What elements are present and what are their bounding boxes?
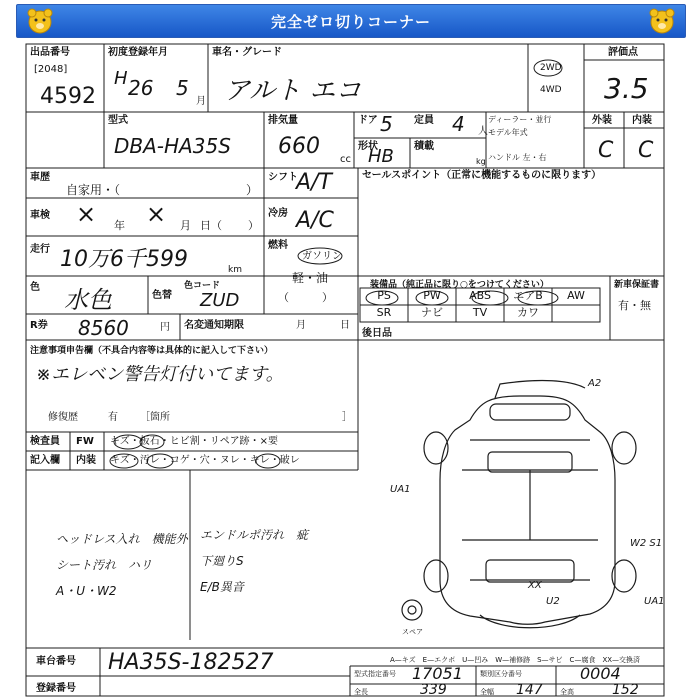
int-grade: C [638,138,654,163]
lot-label: 出品番号 [30,47,70,58]
model-name-label: 車名・グレード [212,47,282,58]
mileage-unit: km [228,265,242,275]
length-label: 全長 [354,688,368,696]
width-label: 全幅 [480,688,494,696]
aircon-label: 冷房 [268,208,288,219]
entry-label: 記入欄 [30,455,60,466]
mark-ua1: UA1 [390,484,411,495]
height-label: 全高 [560,688,574,696]
inspection-close: ） [248,219,259,232]
load-label: 積載 [414,141,434,152]
page-title: 完全ゼロ切りコーナー [270,13,431,31]
displacement-label: 排気量 [268,115,298,126]
shift-value: A/T [296,170,332,195]
class-no-label: 類別区分番号 [480,670,522,678]
equip-abs: ABS [469,289,491,302]
aircon-value: A/C [296,208,334,233]
color-label: 色 [30,282,40,293]
mark-a2: A2 [588,378,602,389]
recycle-label: R券 [30,320,48,331]
class-no-value: 0004 [580,664,621,683]
name-change-label: 名変通知期限 [184,320,244,331]
drive-4wd: 4WD [540,85,562,95]
type-value: DBA-HA35S [114,134,231,158]
grade-label: 評価点 [608,47,638,58]
warranty-value: 有・無 [618,299,651,312]
reg-no-label: 登録番号 [36,683,76,694]
equip-navi: ナビ [421,306,443,319]
model-year-label: モデル年式 [488,128,528,137]
equip-aw: AW [567,289,585,302]
drive-2wd: 2WD [540,63,562,73]
fuel-diesel: 軽・油 [292,271,329,285]
chassis-label: 車台番号 [36,656,76,667]
color-value: 水色 [64,286,112,314]
selling-label: セールスポイント（正常に機能するものに限ります） [362,170,602,181]
name-change-month-unit: 月 [296,320,306,331]
equip-sr: SR [376,306,392,319]
shape-value: HB [368,146,394,167]
inspection-day-unit: 日（ [200,219,222,232]
grade-value: 3.5 [604,72,649,105]
capacity-value: 4 [452,112,465,136]
remark-left-2: シート汚れ ハリ [56,558,153,572]
fuel-paren: （ ） [278,291,333,304]
mark-xx: XX [528,580,542,591]
repair-value: 有 [108,412,118,423]
usage-label: 車歴 [30,172,50,183]
int-label: 内装 [632,115,652,126]
lot-sub: [2048] [34,64,68,75]
equip-ps: PS [377,289,391,302]
model-name-value: アルト エコ [224,76,362,106]
first-reg-era: H [114,68,128,89]
notes-label: 注意事項申告欄（不具合内容等は具体的に記入して下さい） [30,346,274,356]
capacity-unit: 人 [478,126,488,137]
color-code-label: 色コード [184,281,221,291]
interior-items: キズ・汚レ・コゲ・穴・ヌレ・キレ・破レ [110,455,300,466]
warranty-label: 新車保証書 [614,280,660,290]
length-value: 339 [420,682,447,698]
name-change-day-unit: 日 [340,320,350,331]
recycle-value: 8560 [78,316,129,340]
recycle-unit: 円 [160,322,170,333]
fuel-gas: ガソリン [302,251,342,262]
legend-text: A—キズ E—エクボ U—凹み W—補修跡 S—サビ C—腐食 XX—交換済 [390,656,641,664]
type-label: 型式 [108,115,128,126]
equip-tv: TV [472,306,488,319]
dealer-label: ディーラー・並行 [488,115,552,124]
mileage-label: 走行 [30,244,50,255]
inspection-month: × [146,200,167,228]
first-reg-month-unit: 月 [196,96,206,107]
repair-label: 修復歴 [48,412,78,423]
equip-pw: PW [423,289,441,302]
doors-label: ドア [358,115,378,126]
doors-value: 5 [380,112,393,136]
notes-value: ※エレベン警告灯付いてます。 [36,364,284,385]
car-body-diagram [402,381,636,628]
equip-leather: カワ [517,306,539,319]
color-change-label: 色替 [152,290,172,301]
inspection-month-unit: 月 [180,219,191,232]
usage-value: 自家用・（ [66,183,121,197]
shape-label: 形状 [358,141,378,152]
type-no-label: 型式指定番号 [354,670,396,678]
fuel-label: 燃料 [268,240,288,251]
width-value: 147 [516,682,543,698]
rear-seat-label: 後日品 [362,328,392,339]
equipment-label: 装備品（純正品に限り○をつけてください） [370,280,549,290]
fw-label: FW [76,436,94,447]
type-no-value: 17051 [412,664,463,683]
inspection-year: × [76,200,97,228]
capacity-label: 定員 [414,115,434,126]
inspection-year-unit: 年 [114,219,125,232]
remark-left-3: A・U・W2 [56,584,117,598]
ext-grade: C [598,138,614,163]
inspector-label: 検査員 [30,436,60,447]
equip-airbag: エアB [513,289,543,302]
color-code-value: ZUD [200,290,240,311]
first-reg-year: 26 [128,76,154,100]
mark-ua1-rear: UA1 [644,596,665,607]
load-unit: kg [476,157,486,166]
height-value: 152 [612,682,639,698]
remark-left-1: ヘッドレス入れ 機能外 [56,532,188,546]
spare-label: スペア [402,628,423,636]
usage-close: ） [246,183,259,197]
mark-u2: U2 [546,596,560,607]
mileage-value: 10万6千599 [60,247,188,272]
remark-right-1: エンドルポ汚れ 疵 [200,528,309,542]
repair-place: ［箇所 [140,412,170,423]
ext-label: 外装 [592,115,612,126]
handle-label: ハンドル 左・右 [488,153,547,162]
repair-close: ］ [342,412,352,423]
inspection-label: 車検 [30,210,50,221]
first-reg-month: 5 [176,76,189,100]
chassis-value: HA35S-182527 [108,650,274,675]
lot-number: 4592 [40,84,96,109]
displacement-value: 660 [278,134,320,159]
remark-right-2: 下廻りS [200,554,244,568]
first-reg-label: 初度登録年月 [108,47,168,58]
displacement-unit: cc [340,154,351,165]
fw-items: キズ・板石・ヒビ割・リペア跡・×要 [110,436,278,447]
mark-w2-s1: W2 S1 [630,538,663,549]
interior-label: 内装 [76,455,96,466]
remark-right-3: E/B異音 [200,580,244,594]
shift-label: シフト [268,172,298,183]
